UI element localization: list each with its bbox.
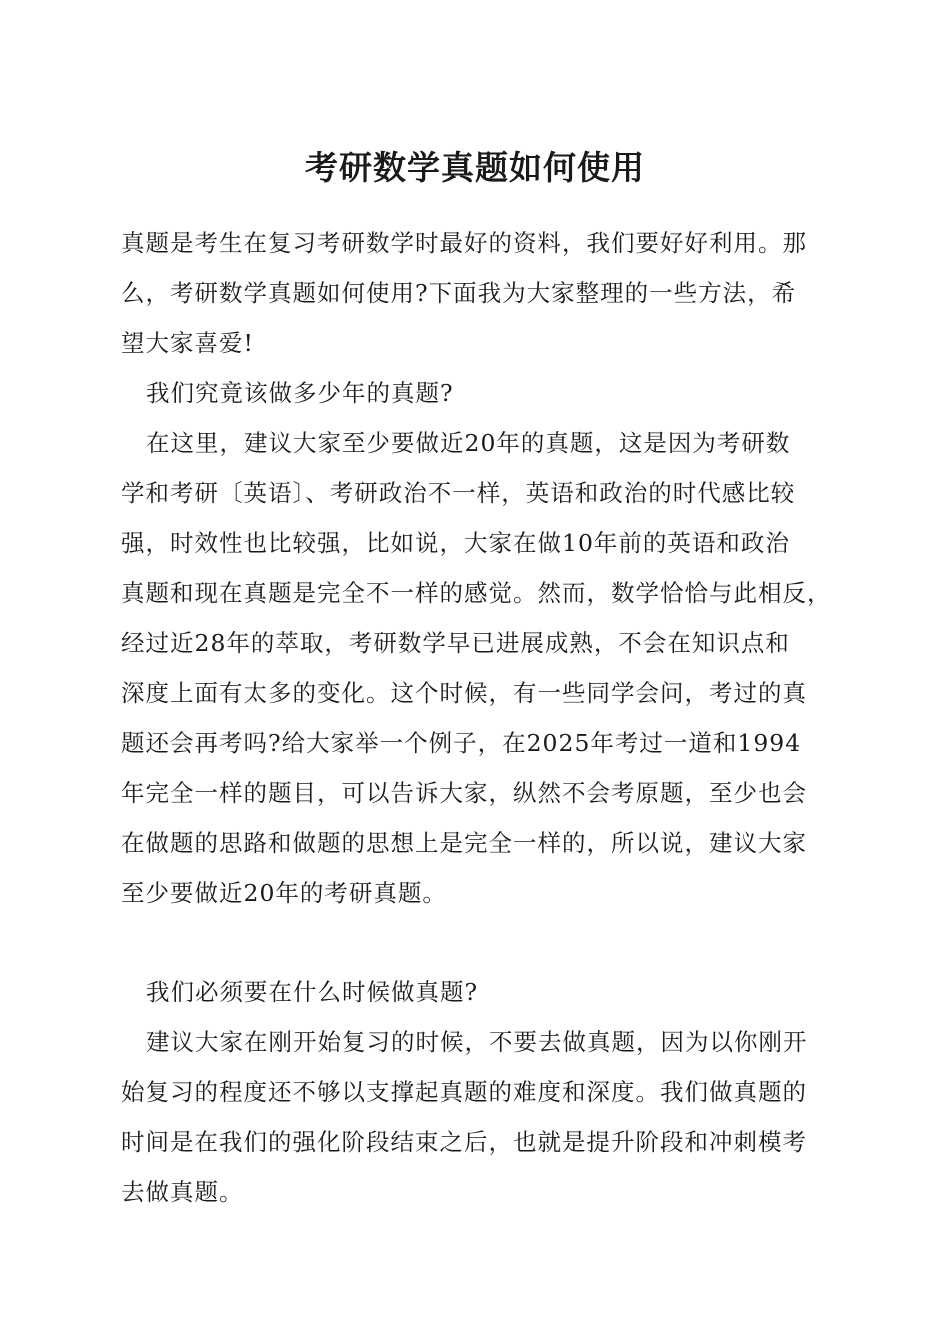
paragraph-line: 年完全一样的题目，可以告诉大家，纵然不会考原题，至少也会 xyxy=(121,779,807,807)
section-heading: 我们究竟该做多少年的真题? xyxy=(146,379,454,407)
paragraph-line: 深度上面有太多的变化。这个时候，有一些同学会问，考过的真 xyxy=(121,679,807,707)
paragraph-line: 建议大家在刚开始复习的时候，不要去做真题，因为以你刚开 xyxy=(146,1028,808,1056)
paragraph-line: 时间是在我们的强化阶段结束之后，也就是提升阶段和冲刺模考 xyxy=(121,1128,807,1156)
paragraph-line: 强，时效性也比较强，比如说，大家在做10年前的英语和政治 xyxy=(121,529,790,557)
paragraph-line: 在做题的思路和做题的思想上是完全一样的，所以说，建议大家 xyxy=(121,829,807,857)
paragraph-line: 经过近28年的萃取，考研数学早已进展成熟，不会在知识点和 xyxy=(121,629,790,657)
paragraph-line: 真题是考生在复习考研数学时最好的资料，我们要好好利用。那 xyxy=(121,229,807,257)
paragraph-line: 始复习的程度还不够以支撑起真题的难度和深度。我们做真题的 xyxy=(121,1078,807,1106)
paragraph-line: 题还会再考吗?给大家举一个例子，在2025年考过一道和1994 xyxy=(121,729,802,757)
paragraph-line: 至少要做近20年的考研真题。 xyxy=(121,879,447,907)
paragraph-line: 学和考研〔英语〕、考研政治不一样，英语和政治的时代感比较 xyxy=(121,479,796,507)
paragraph-line: 在这里，建议大家至少要做近20年的真题，这是因为考研数 xyxy=(146,429,791,457)
section-heading: 我们必须要在什么时候做真题? xyxy=(146,978,479,1006)
paragraph-line: 望大家喜爱! xyxy=(121,329,254,357)
document-title: 考研数学真题如何使用 xyxy=(305,148,645,187)
paragraph-line: 真题和现在真题是完全不一样的感觉。然而，数学恰恰与此相反， xyxy=(121,579,832,607)
paragraph-line: 么，考研数学真题如何使用?下面我为大家整理的一些方法，希 xyxy=(121,279,797,307)
paragraph-line: 去做真题。 xyxy=(121,1178,244,1206)
